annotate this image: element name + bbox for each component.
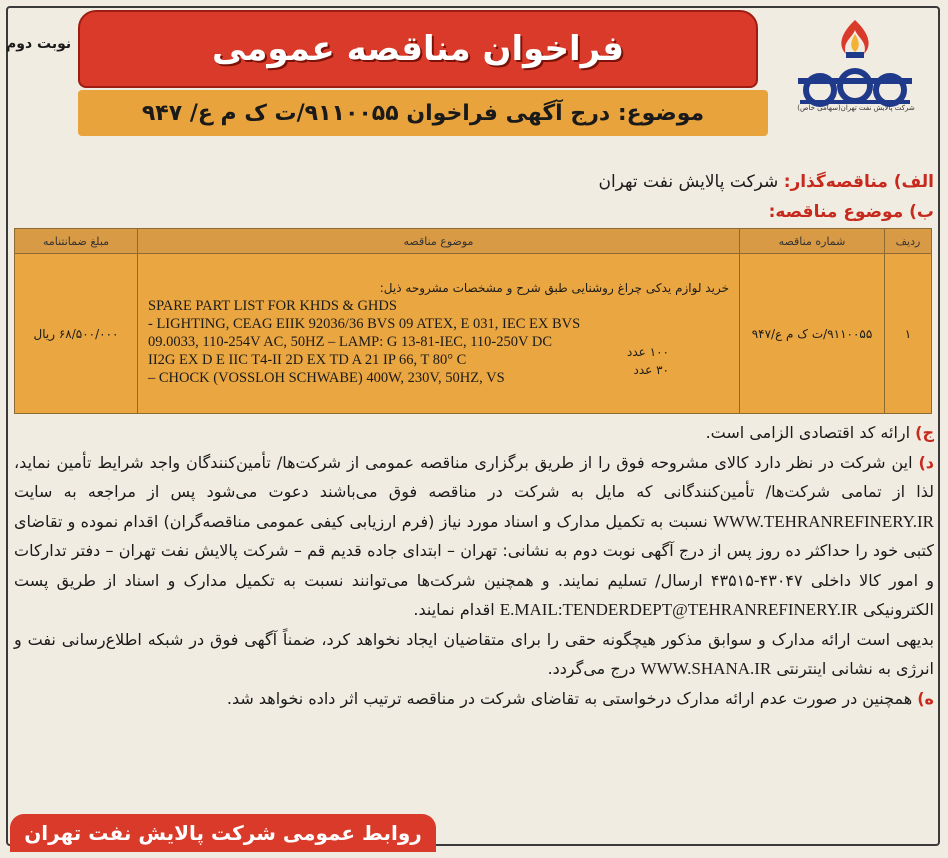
header-subject: موضوع مناقصه (138, 229, 740, 254)
paragraph-c (14, 418, 934, 448)
qty-lamp: ۱۰۰ عدد (627, 344, 669, 359)
spec-line-3: 09.0033, 110-254V AC, 50HZ – LAMP: G 13-81-IEC, 110-250V DC (148, 333, 552, 350)
spec-line-4: II2G EX D E IIC T4-II 2D EX TD A 21 IP 66, T 80° C (148, 351, 467, 368)
section-b-label: ب) موضوع مناقصه: (768, 202, 934, 222)
footer-public-relations: روابط عمومی شرکت پالایش نفت تهران (10, 814, 436, 852)
cell-guarantee: ۶۸/۵۰۰/۰۰۰ ریال (15, 254, 138, 414)
notice-body (14, 418, 934, 713)
table-header-row (15, 229, 932, 254)
spec-line-1: SPARE PART LIST FOR KHDS & GHDS (148, 297, 397, 314)
note-text-1: بدیهی است ارائه مدارک و سوابق مذکور هیچگونه حقی را برای متقاضیان ایجاد نخواهد کرد، ضمناً آگهی فوق در شبکه اطلاع‌رسانی نفت و انرژی به نشانی اینترنتی (14, 629, 934, 678)
round-label: نوبت دوم (6, 36, 72, 52)
tender-table (14, 228, 932, 414)
c-text: ارائه کد اقتصادی الزامی است. (705, 423, 916, 442)
cell-tender-no: ۹۱۱۰۰۵۵/ت ک م ع/۹۴۷ (740, 254, 885, 414)
section-a-value: شرکت پالایش نفت تهران (598, 172, 784, 192)
section-subject (769, 202, 934, 222)
header-index: ردیف (885, 229, 932, 254)
c-label: ج) (915, 423, 934, 442)
d-label: د) (918, 452, 934, 472)
notice-subject: موضوع: درج آگهی فراخوان ۹۱۱۰۰۵۵/ت ک م ع/ ۹۴۷ (78, 90, 768, 136)
qty-chock: ۳۰ عدد (633, 362, 669, 377)
d-text-1: این شرکت در نظر دارد کالای مشروحه فوق را از طریق برگزاری مناقصه عمومی از شرکت‌ها/ تأمین‌کنندگان واجد شرایط تأمین نماید، لذا از تمامی شرکت‌ها/ تأمین‌کنندگانی که مایل به شرکت در مناقصه فوق می‌باشند دعوت می‌شود پس از مراجعه به سایت (14, 452, 934, 501)
note-text-2: درج می‌گردد. (547, 659, 641, 678)
logo-caption: شرکت پالایش نفت تهران(سهامی خاص) (797, 104, 915, 112)
e-label: ه) (917, 688, 934, 708)
section-a-label: الف) مناقصه‌گذار: (783, 172, 934, 192)
website-link[interactable]: WWW.TEHRANREFINERY.IR (713, 511, 934, 531)
header-tender-no: شماره مناقصه (740, 229, 885, 254)
d-text-3: اقدام نمایند. (413, 600, 500, 619)
spec-line-5: – CHOCK (VOSSLOH SCHWABE) 400W, 230V, 50HZ, VS (148, 369, 505, 386)
email-link[interactable]: E.MAIL:TENDERDEPT@TEHRANREFINERY.IR (499, 600, 858, 619)
section-tenderer (598, 172, 934, 192)
cell-index: ۱ (885, 254, 932, 414)
cell-subject (138, 254, 740, 414)
header-guarantee: مبلغ ضمانتنامه (15, 229, 138, 254)
e-text: همچنین در صورت عدم ارائه مدارک درخواستی به تقاضای شرکت در مناقصه ترتیب اثر داده نخواهد شد. (226, 688, 918, 708)
shana-link[interactable]: WWW.SHANA.IR (640, 659, 772, 678)
notice-title: فراخوان مناقصه عمومی (78, 10, 758, 88)
spec-row-5 (148, 362, 729, 387)
paragraph-e (14, 684, 934, 714)
table-row (15, 254, 932, 414)
subject-fa: خرید لوازم یدکی چراغ روشنایی طبق شرح و مشخصات مشروحه ذیل: (379, 280, 729, 295)
paragraph-note (14, 625, 934, 684)
paragraph-d (14, 448, 934, 625)
d-text-2: نسبت به تکمیل مدارک و اسناد مورد نیاز (فرم ارزیابی کیفی عمومی مناقصه‌گران) اقدام نموده و تقاضای کتبی خود را حداکثر ده روز پس از درج آگهی نوبت دوم به نشانی: تهران – ابتدای جاده قدیم قم – شرکت پالایش نفت تهران – دفتر تدارکات و امور کالا داخلی ۴۳۰۴۷-۴۳۵۱۵ ارسال/ تسلیم نمایند. و همچنین شرکت‌ها می‌توانند نسبت به تکمیل مدارک و اسناد از طریق پست الکترونیکی (14, 511, 934, 619)
spec-line-2: - LIGHTING, CEAG EIIK 92036/36 BVS 09 ATEX, E 031, IEC EX BVS (148, 315, 581, 332)
